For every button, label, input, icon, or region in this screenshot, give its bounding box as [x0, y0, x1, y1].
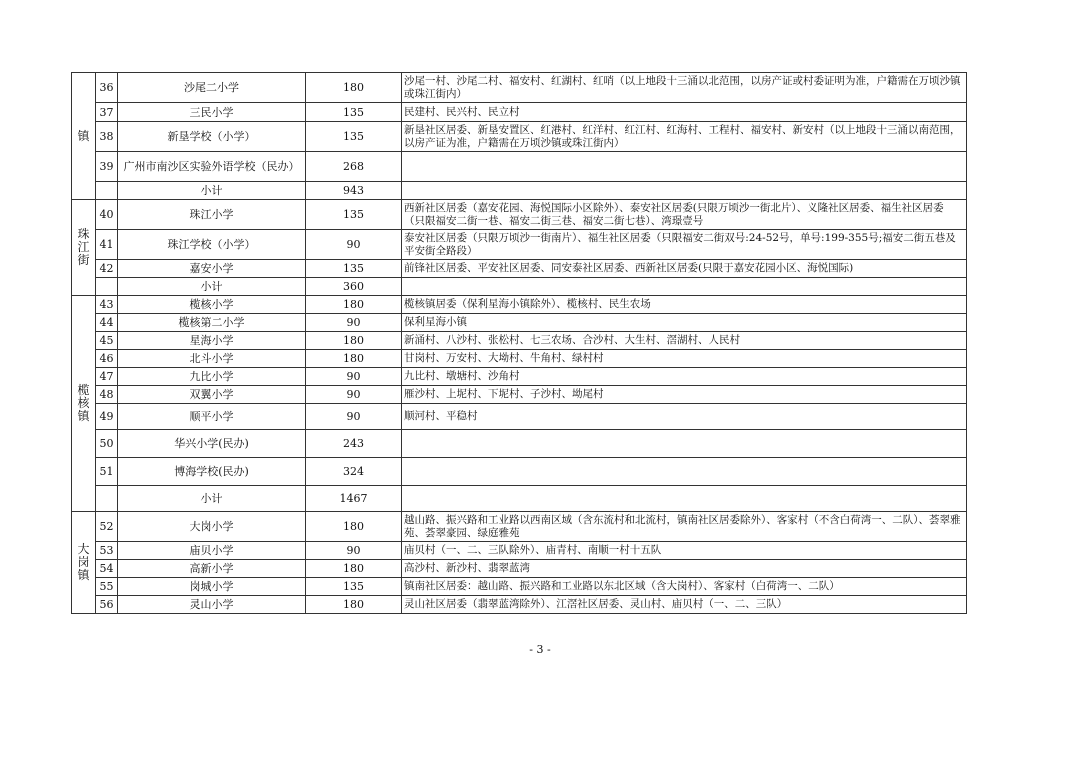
quota: 90: [306, 368, 402, 386]
table-row: [72, 542, 967, 560]
school-name: 三民小学: [118, 103, 306, 122]
area: 西新社区居委（嘉安花园、海悦国际小区除外）、泰安社区居委(只限万顷沙一街北片）、义隆社区居委、福生社区居委（只限福安二街一巷、福安二街三巷、福安二街七巷）、湾璟壹号: [402, 200, 967, 230]
school-name: 大岗小学: [118, 512, 306, 542]
quota: 180: [306, 560, 402, 578]
town-cell: 榄 核 镇: [72, 296, 96, 512]
table-row: [72, 260, 967, 278]
area: 庙贝村（一、二、三队除外）、庙青村、南顺一村十五队: [402, 542, 967, 560]
row-number: 52: [96, 512, 118, 542]
school-name: 新垦学校（小学）: [118, 122, 306, 152]
area: 沙尾一村、沙尾二村、福安村、红湖村、红哨（以上地段十三涌以北范围，以房产证或村委证明为准，户籍需在万顷沙镇或珠江街内）: [402, 73, 967, 103]
table-row: [72, 152, 967, 182]
subtotal-row: [72, 182, 967, 200]
table-row: [72, 404, 967, 430]
town-cell: 镇: [72, 73, 96, 200]
area: 前锋社区居委、平安社区居委、同安泰社区居委、西新社区居委(只限于嘉安花园小区、海悦国际): [402, 260, 967, 278]
row-number: 40: [96, 200, 118, 230]
quota: 90: [306, 314, 402, 332]
table-row: [72, 578, 967, 596]
school-name: 岗城小学: [118, 578, 306, 596]
area: 雁沙村、上坭村、下坭村、子沙村、坳尾村: [402, 386, 967, 404]
quota: 180: [306, 73, 402, 103]
area: 镇南社区居委：越山路、振兴路和工业路以东北区域（含大岗村）、客家村（白荷湾一、二队）: [402, 578, 967, 596]
school-name: 珠江学校（小学）: [118, 230, 306, 260]
subtotal-value: 360: [306, 278, 402, 296]
row-number: 46: [96, 350, 118, 368]
area: 顺河村、平稳村: [402, 404, 967, 430]
row-number: 47: [96, 368, 118, 386]
town-cell: 大 岗 镇: [72, 512, 96, 614]
table-row: [72, 296, 967, 314]
quota: 90: [306, 230, 402, 260]
row-number: 56: [96, 596, 118, 614]
row-number: 43: [96, 296, 118, 314]
row-number: 38: [96, 122, 118, 152]
quota: 324: [306, 458, 402, 486]
area: [402, 430, 967, 458]
quota: 180: [306, 332, 402, 350]
table-row: [72, 350, 967, 368]
table-row: [72, 200, 967, 230]
row-number: 49: [96, 404, 118, 430]
area: [402, 152, 967, 182]
quota: 90: [306, 404, 402, 430]
school-name: 榄核小学: [118, 296, 306, 314]
town-cell: 珠 江 街: [72, 200, 96, 296]
table-row: [72, 122, 967, 152]
school-name: 广州市南沙区实验外语学校（民办）: [118, 152, 306, 182]
quota: 135: [306, 200, 402, 230]
quota: 90: [306, 386, 402, 404]
area: 保利星海小镇: [402, 314, 967, 332]
school-name: 北斗小学: [118, 350, 306, 368]
row-number: 39: [96, 152, 118, 182]
table-row: [72, 458, 967, 486]
school-name: 珠江小学: [118, 200, 306, 230]
subtotal-label: 小计: [118, 486, 306, 512]
page-number: - 3 -: [529, 643, 551, 656]
table-row: [72, 103, 967, 122]
area: 新垦社区居委、新垦安置区、红港村、红洋村、红江村、红海村、工程村、福安村、新安村（以上地段十三涌以南范围，以房产证为准，户籍需在万顷沙镇或珠江街内）: [402, 122, 967, 152]
area: 高沙村、新沙村、翡翠蓝湾: [402, 560, 967, 578]
row-number: 41: [96, 230, 118, 260]
quota: 180: [306, 350, 402, 368]
area: 越山路、振兴路和工业路以西南区域（含东流村和北流村，镇南社区居委除外）、客家村（不含白荷湾一、二队）、荟翠雅苑、荟翠豪园、绿庭雅苑: [402, 512, 967, 542]
table-row: [72, 73, 967, 103]
row-number: 45: [96, 332, 118, 350]
table-row: [72, 596, 967, 614]
area: 新涌村、八沙村、张松村、七三农场、合沙村、大生村、滘湖村、人民村: [402, 332, 967, 350]
table-row: [72, 512, 967, 542]
area: 九比村、墩塘村、沙角村: [402, 368, 967, 386]
area: 民建村、民兴村、民立村: [402, 103, 967, 122]
quota: 180: [306, 512, 402, 542]
school-name: 华兴小学(民办): [118, 430, 306, 458]
area: [402, 458, 967, 486]
row-number: 36: [96, 73, 118, 103]
school-name: 庙贝小学: [118, 542, 306, 560]
school-name: 博海学校(民办): [118, 458, 306, 486]
quota: 135: [306, 578, 402, 596]
quota: 180: [306, 296, 402, 314]
area: 泰安社区居委（只限万顷沙一街南片）、福生社区居委（只限福安二街双号:24-52号，单号:199-355号;福安二街五巷及平安街全路段）: [402, 230, 967, 260]
quota: 90: [306, 542, 402, 560]
quota: 243: [306, 430, 402, 458]
quota: 268: [306, 152, 402, 182]
enrollment-table: [71, 72, 967, 614]
subtotal-label: 小计: [118, 182, 306, 200]
area: 灵山社区居委（翡翠蓝湾除外）、江滘社区居委、灵山村、庙贝村（一、二、三队）: [402, 596, 967, 614]
area: 甘岗村、万安村、大坳村、牛角村、绿村村: [402, 350, 967, 368]
table-row: [72, 560, 967, 578]
subtotal-row: [72, 278, 967, 296]
row-number: 37: [96, 103, 118, 122]
quota: 135: [306, 103, 402, 122]
school-name: 九比小学: [118, 368, 306, 386]
table-row: [72, 368, 967, 386]
quota: 135: [306, 122, 402, 152]
school-name: 星海小学: [118, 332, 306, 350]
school-name: 高新小学: [118, 560, 306, 578]
school-name: 双翼小学: [118, 386, 306, 404]
table-row: [72, 314, 967, 332]
quota: 180: [306, 596, 402, 614]
school-name: 灵山小学: [118, 596, 306, 614]
subtotal-value: 1467: [306, 486, 402, 512]
quota: 135: [306, 260, 402, 278]
table-row: [72, 386, 967, 404]
table-row: [72, 430, 967, 458]
school-name: 顺平小学: [118, 404, 306, 430]
row-number: 48: [96, 386, 118, 404]
area: 榄核镇居委（保利星海小镇除外）、榄核村、民生农场: [402, 296, 967, 314]
row-number: 54: [96, 560, 118, 578]
row-number: 42: [96, 260, 118, 278]
row-number: 53: [96, 542, 118, 560]
row-number: 44: [96, 314, 118, 332]
table-row: [72, 332, 967, 350]
row-number: 51: [96, 458, 118, 486]
row-number: 50: [96, 430, 118, 458]
school-name: 榄核第二小学: [118, 314, 306, 332]
subtotal-row: [72, 486, 967, 512]
row-number: 55: [96, 578, 118, 596]
school-name: 嘉安小学: [118, 260, 306, 278]
subtotal-value: 943: [306, 182, 402, 200]
school-name: 沙尾二小学: [118, 73, 306, 103]
subtotal-label: 小计: [118, 278, 306, 296]
table-row: [72, 230, 967, 260]
